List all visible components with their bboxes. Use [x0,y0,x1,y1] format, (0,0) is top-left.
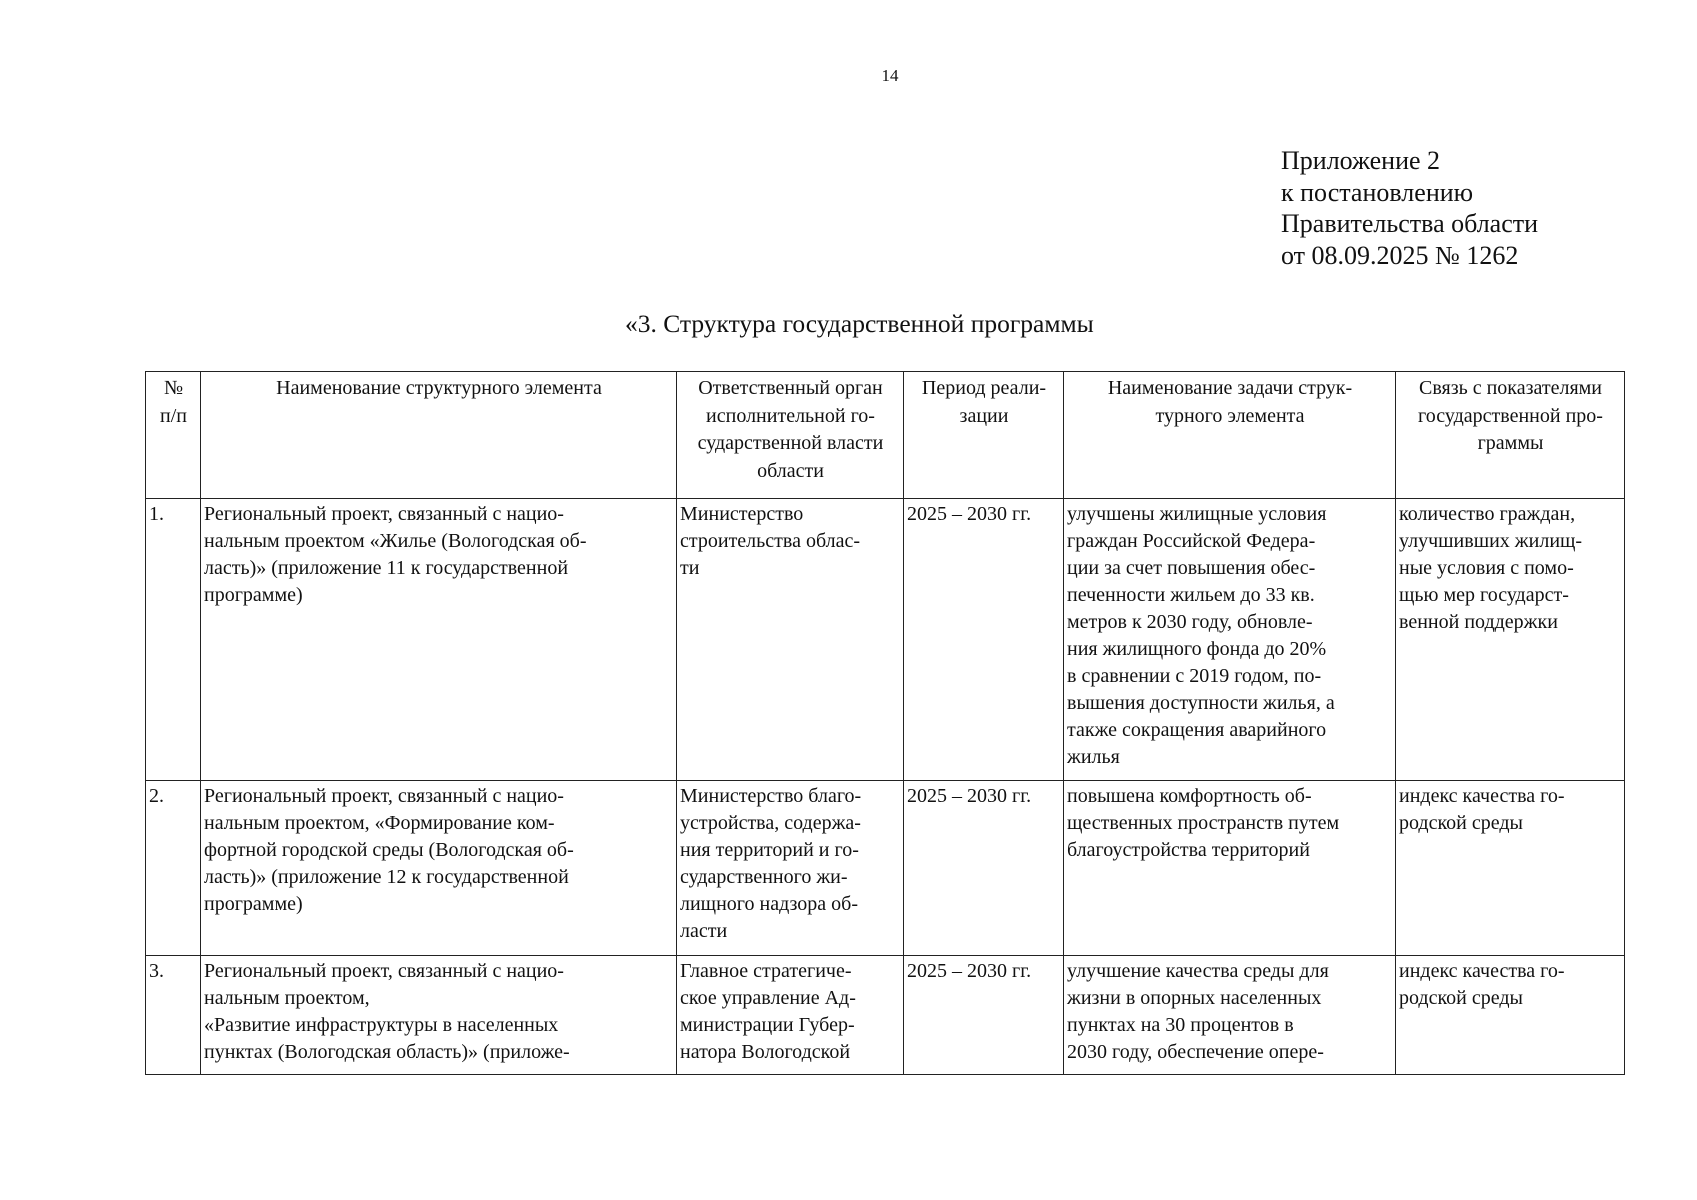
appendix-block [1281,145,1538,271]
cell-task: улучшение качества среды для жизни в опорных населенных пунктах на 30 процентов в 2030 году, обеспечение опере- [1064,956,1396,1075]
header-num: № п/п [146,372,201,499]
appendix-line: к постановлению [1281,177,1474,207]
appendix-line: Правительства области [1281,209,1539,238]
cell-period: 2025 – 2030 гг. [904,956,1064,1075]
appendix-line: от 08.09.2025 № 1262 [1281,240,1519,270]
header-period: Период реали- зации [904,372,1064,499]
cell-period: 2025 – 2030 гг. [904,781,1064,956]
section-title: «3. Структура государственной программы [625,309,1094,338]
header-org: Ответственный орган исполнительной го- сударственной власти области [677,372,904,499]
appendix-line: Приложение 2 [1281,146,1441,175]
cell-num: 2. [146,781,201,956]
cell-link: индекс качества го- родской среды [1396,956,1625,1075]
header-task: Наименование задачи струк- турного элемента [1064,372,1396,499]
cell-num: 1. [146,499,201,781]
table-row [146,781,1625,956]
cell-period: 2025 – 2030 гг. [904,499,1064,781]
cell-name: Региональный проект, связанный с нацио- нальным проектом, «Развитие инфраструктуры в населенных пунктах (Вологодская область)» (приложе- [201,956,677,1075]
cell-link: количество граждан, улучшивших жилищ- ные условия с помо- щью мер государст- венной поддержки [1396,499,1625,781]
cell-org: Министерство строительства облас- ти [677,499,904,781]
structure-table [145,371,1625,1075]
header-name: Наименование структурного элемента [201,372,677,499]
cell-name: Региональный проект, связанный с нацио- нальным проектом, «Формирование ком- фортной городской среды (Вологодская об- ласть)» (приложение 12 к государственной программе) [201,781,677,956]
cell-name: Региональный проект, связанный с нацио- нальным проектом «Жилье (Вологодская об- ласть)» (приложение 11 к государственной программе) [201,499,677,781]
page-number: 14 [881,66,899,85]
cell-task: улучшены жилищные условия граждан Российской Федера- ции за счет повышения обес- печенности жильем до 33 кв. метров к 2030 году, обновле- ния жилищного фонда до 20% в сравнении с 2019 годом, по- вышения доступности жилья, а также сокращения аварийного жилья [1064,499,1396,781]
cell-org: Главное стратегиче- ское управление Ад- министрации Губер- натора Вологодской [677,956,904,1075]
cell-link: индекс качества го- родской среды [1396,781,1625,956]
cell-org: Министерство благо- устройства, содержа- ния территорий и го- сударственного жи- лищного надзора об- ласти [677,781,904,956]
table-row [146,956,1625,1075]
cell-task: повышена комфортность об- щественных пространств путем благоустройства территорий [1064,781,1396,956]
table-header-row [146,372,1625,499]
header-link: Связь с показателями государственной про- граммы [1396,372,1625,499]
cell-num: 3. [146,956,201,1075]
table-row [146,499,1625,781]
